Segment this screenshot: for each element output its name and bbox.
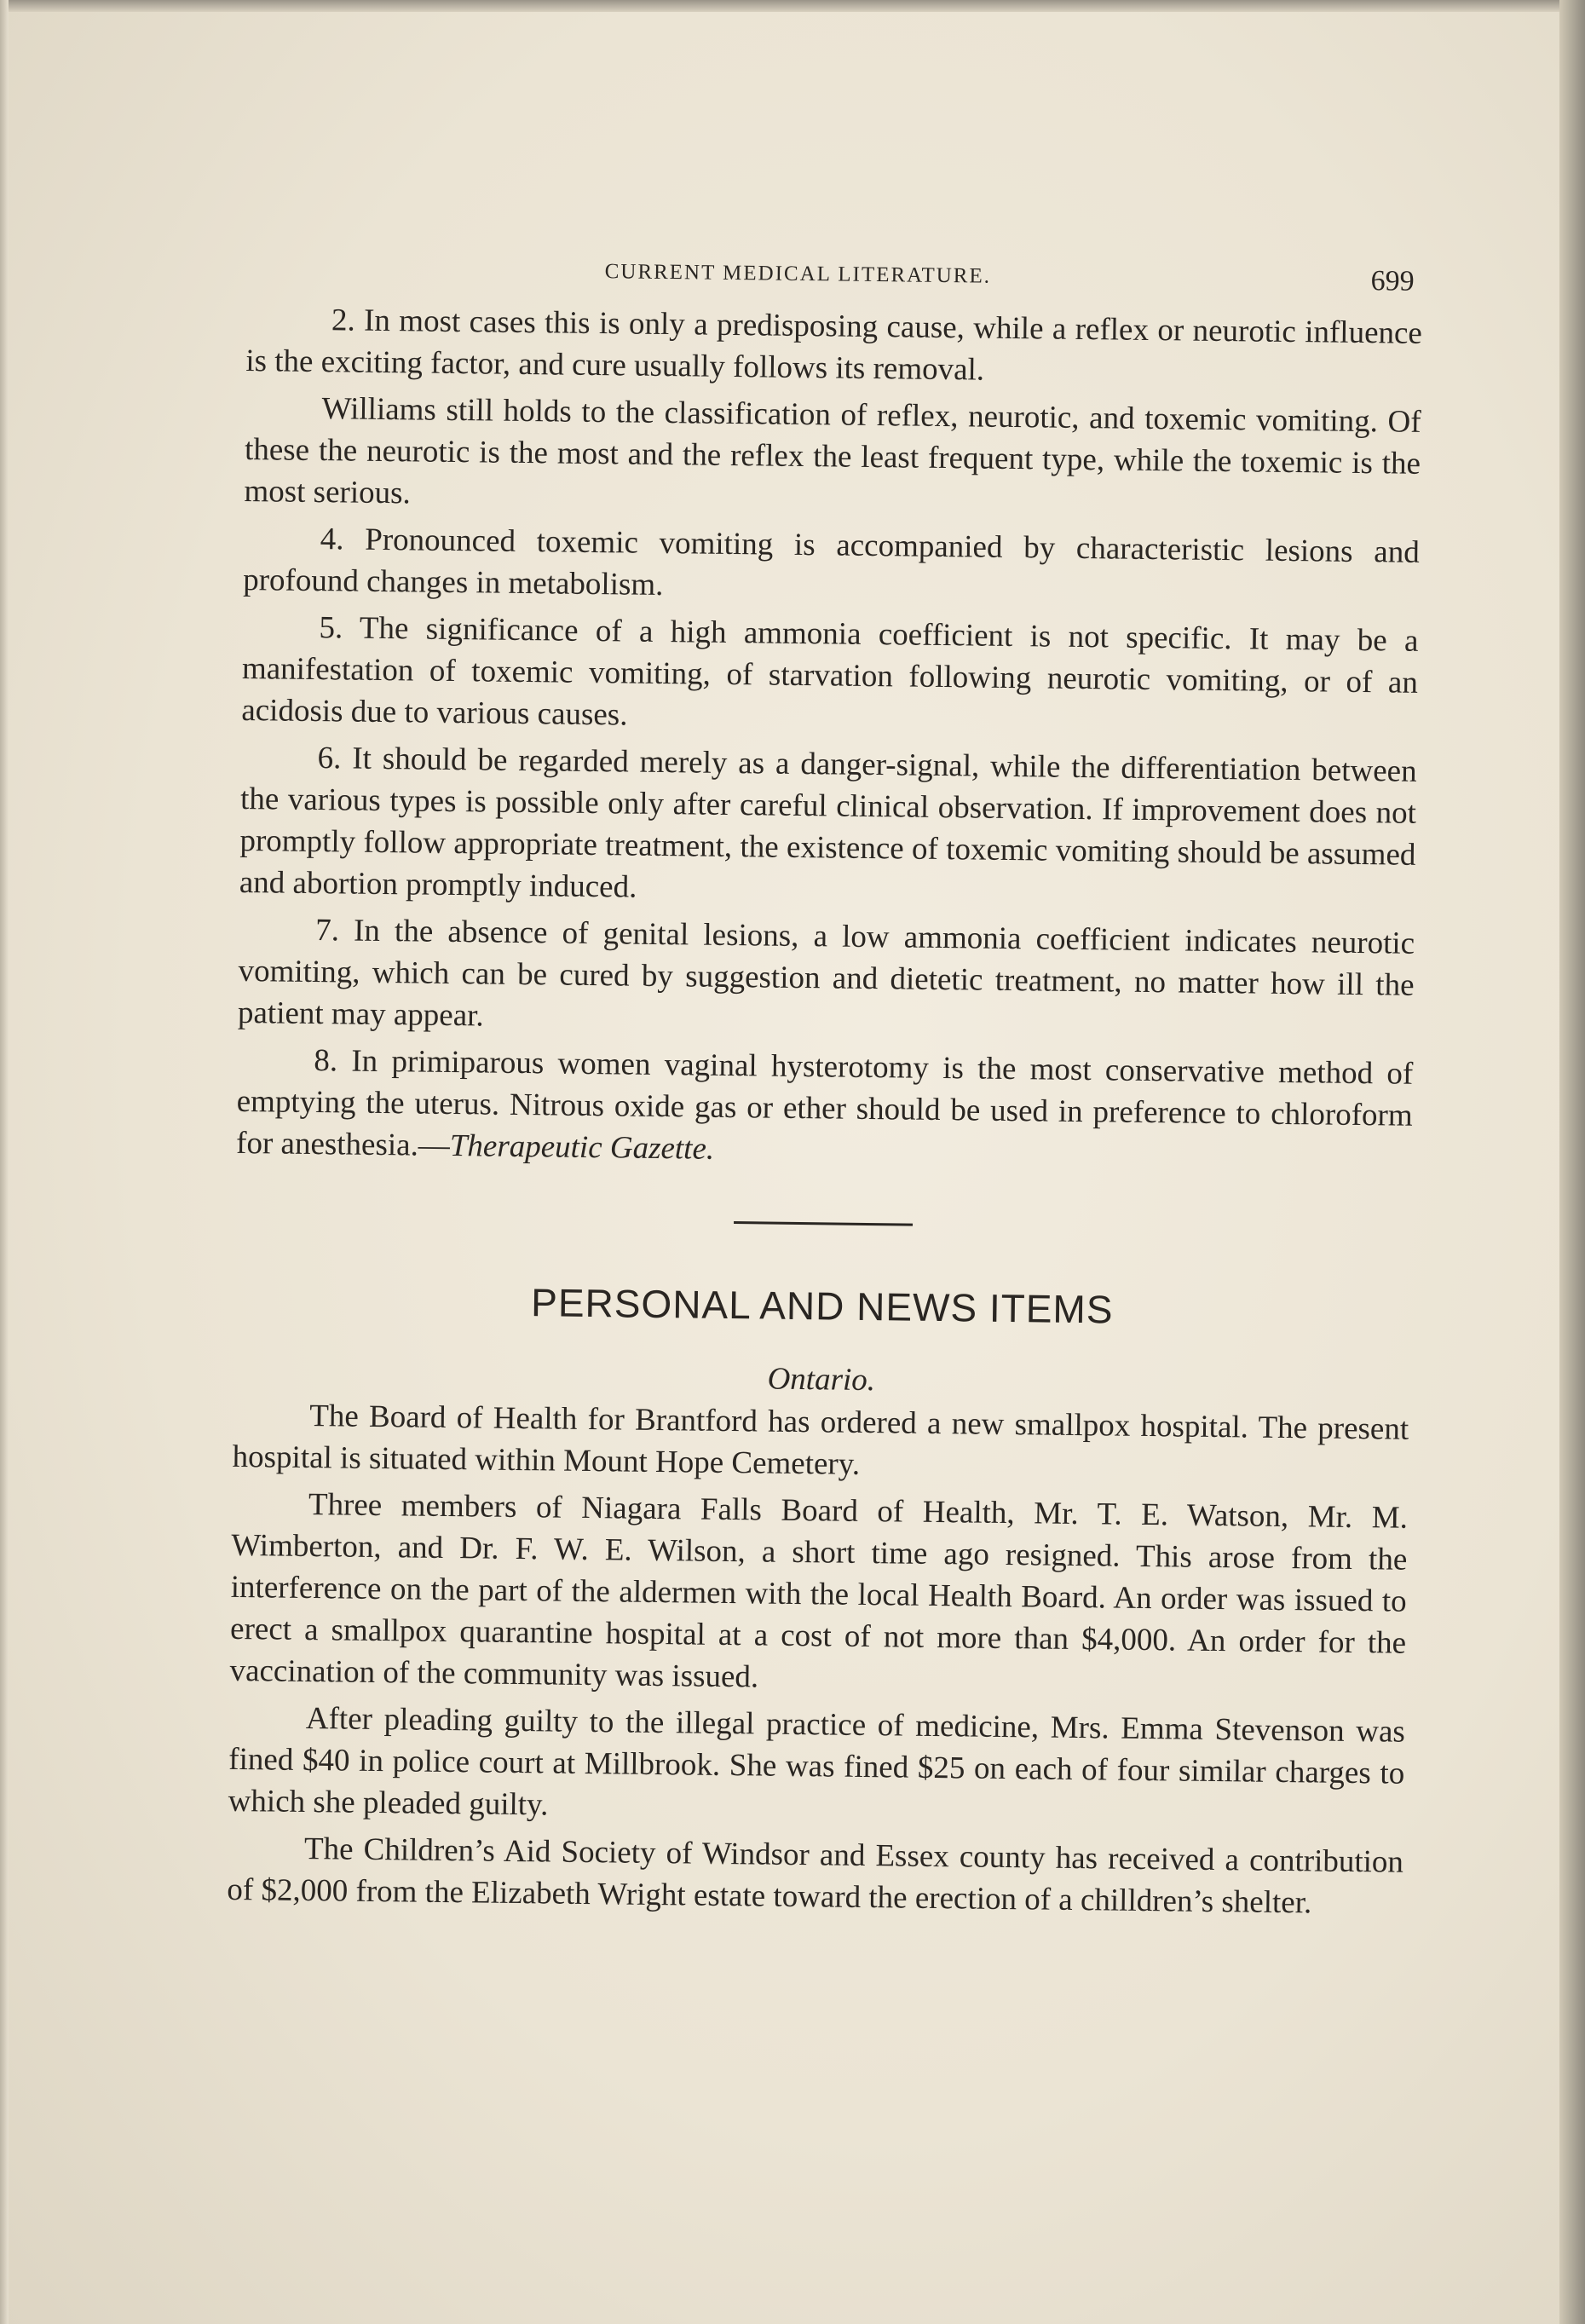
page-number: 699 — [1370, 265, 1415, 297]
article-last-paragraph — [236, 1039, 1414, 1179]
section-subheading: Ontario. — [767, 1361, 876, 1398]
article-paragraph: 2. In most cases this is only a predisposing cause, while a reflex or neurotic influence is the exciting factor, and cure usually follows its removal. — [245, 303, 1423, 388]
page-left-edge — [0, 0, 9, 2324]
section-divider — [734, 1221, 913, 1226]
news-item: After pleading guilty to the illegal practice of medicine, Mrs. Emma Stevenson was fined $40 in police court at Millbrook. She was fined $25 on each of four similar charges to which she pleaded guilty. — [228, 1700, 1406, 1823]
page-gutter-shadow — [1559, 0, 1585, 2324]
news-item: The Board of Health for Brantford has ordered a new smallpox hospital. The present hospital is situated within Mount Hope Cemetery. — [232, 1398, 1409, 1482]
article-paragraph: 4. Pronounced toxemic vomiting is accompanied by characteristic lesions and profound changes in metabolism. — [242, 522, 1420, 603]
article-last-paragraph-text: 8. In primiparous women vaginal hysterotomy is the most conservative method of emptying the uterus. Nitrous oxide gas or ether should be used in preference to chloroform for anesthesia.— — [235, 1043, 1414, 1163]
text-block — [227, 247, 1423, 1930]
article-paragraph: 7. In the absence of genital lesions, a low ammonia coefficient indicates neurotic vomiting, which can be cured by suggestion and dietetic treatment, no matter how ill the patient may appear. — [237, 913, 1415, 1034]
article-paragraph: 5. The significance of a high ammonia coefficient is not specific. It may be a manifestation of toxemic vomiting, of starvation following neurotic vomiting, or of an acidosis due to various causes. — [241, 610, 1419, 733]
running-title: CURRENT MEDICAL LITERATURE. — [604, 260, 992, 288]
article-paragraph: Williams still holds to the classification of reflex, neurotic, and toxemic vomiting. Of these the neurotic is the most and the reflex the least frequent type, while the toxemic is the most serious. — [244, 391, 1421, 511]
article-paragraph: 6. It should be regarded merely as a danger-signal, while the differentiation between the various types is possible only after careful clinical observation. If improvement does not promptly follow appropriate treatment, the existence of toxemic vomiting should be assumed and abortion promptly induced. — [239, 741, 1417, 905]
citation: Therapeutic Gazette. — [449, 1127, 715, 1167]
section-heading: PERSONAL AND NEWS ITEMS — [530, 1280, 1114, 1332]
news-item: The Children’s Aid Society of Windsor and Essex county has received a contribution of $2,000 from the Elizabeth Wright estate toward the erection of a chilldren’s shelter. — [227, 1831, 1404, 1921]
news-item: Three members of Niagara Falls Board of Health, Mr. T. E. Watson, Mr. M. Wimberton, and Dr. F. W. E. Wilson, a short time ago resigned. This arose from the interference on the part of the aldermen with the local Health Board. An order was issued to erect a smallpox quarantine hospital at a cost of not more than $4,000. An order for the vaccination of the community was issued. — [229, 1486, 1409, 1695]
page-top-edge — [0, 0, 1585, 12]
